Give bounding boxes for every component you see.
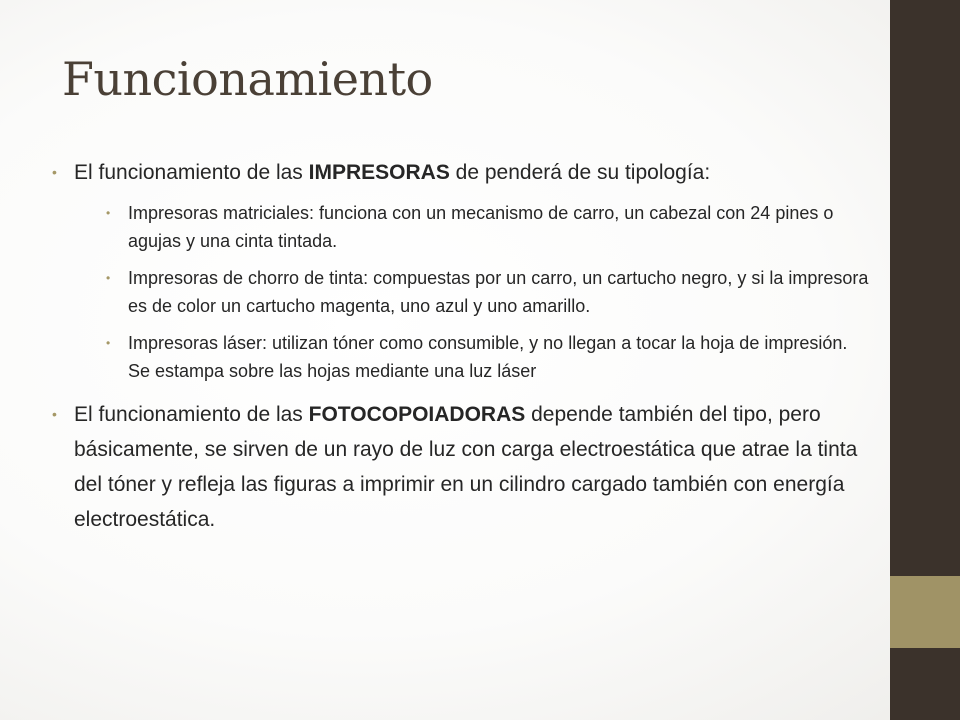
- bullet-fotocopiadoras: [52, 397, 872, 537]
- bullet-text-pre: El funcionamiento de las: [74, 403, 309, 426]
- bullet-text-post: depende también del tipo, pero básicamente, se sirven de un rayo de luz con carga electroestática que atrae la tinta del tóner y refleja las figuras a imprimir en un cilindro cargado también con energía electroestática.: [74, 403, 858, 531]
- bullet-marker: •: [52, 164, 57, 180]
- sub-bullet-matriciales: [106, 199, 872, 255]
- sub-bullet-laser: [106, 329, 872, 385]
- sub-bullet-text: Impresoras de chorro de tinta: compuestas por un carro, un cartucho negro, y si la impresora es de color un cartucho magenta, uno azul y uno amarillo.: [128, 268, 869, 316]
- slide-content: [52, 155, 872, 537]
- sub-bullet-chorro-tinta: [106, 264, 872, 320]
- slide-title: Funcionamiento: [62, 52, 433, 106]
- bullet-marker: •: [106, 271, 111, 285]
- bullet-marker: •: [106, 206, 111, 220]
- sidebar-decoration: [890, 0, 960, 720]
- sub-bullet-text: Impresoras matriciales: funciona con un mecanismo de carro, un cabezal con 24 pines o agujas y una cinta tintada.: [128, 203, 834, 251]
- bullet-marker: •: [52, 406, 57, 422]
- bullet-text-pre: El funcionamiento de las: [74, 161, 309, 184]
- bullet-marker: •: [106, 336, 111, 350]
- bullet-impresoras: [52, 155, 872, 190]
- sub-bullet-text: Impresoras láser: utilizan tóner como consumible, y no llegan a tocar la hoja de impresión. Se estampa sobre las hojas mediante una luz láser: [128, 333, 848, 381]
- sidebar-accent-block: [890, 576, 960, 648]
- bullet-text-post: de penderá de su tipología:: [449, 161, 711, 184]
- bullet-text-bold: FOTOCOPOIADORAS: [308, 403, 526, 426]
- bullet-text-bold: IMPRESORAS: [308, 161, 450, 184]
